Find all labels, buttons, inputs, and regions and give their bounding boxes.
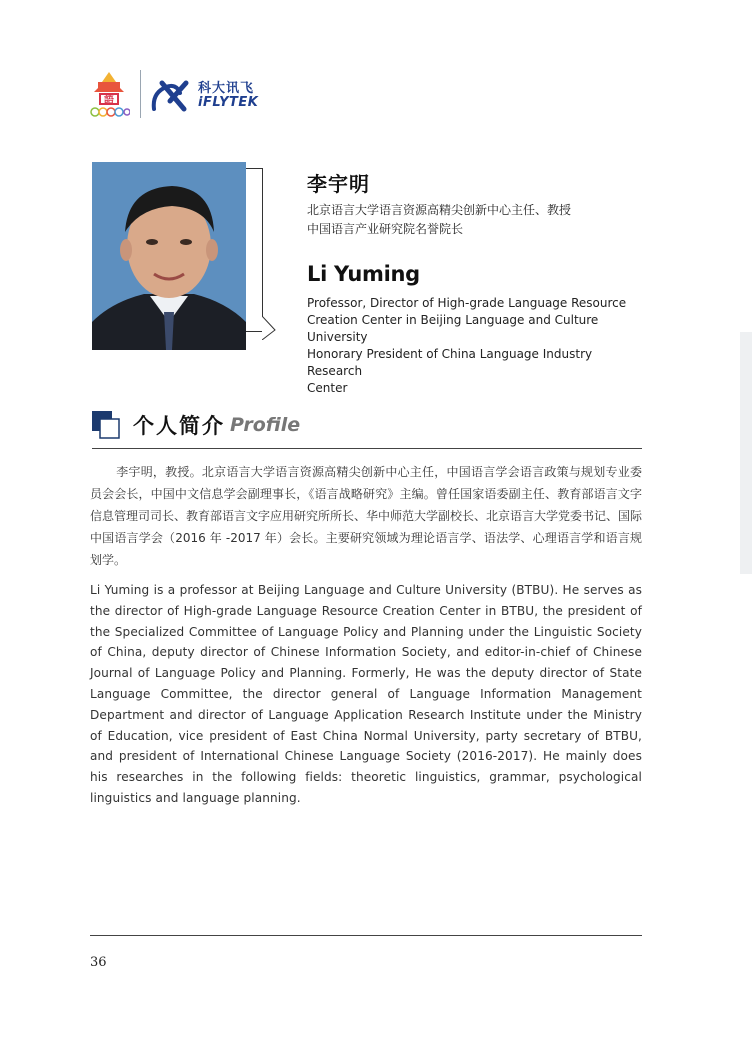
side-tab-strip [740,332,752,574]
section-title-en: Profile [230,414,301,436]
biography-cn [90,461,642,571]
brand-name-en: iFLYTEK [198,95,259,110]
person-name-cn: 李宇明 [307,172,370,196]
event-logo [88,70,130,118]
title-en-line: Creation Center in Beijing Language and Culture [307,313,599,327]
person-title-en [307,295,647,397]
logo-divider [140,70,141,118]
iflytek-mark-icon [150,79,192,113]
title-en-line: Honorary President of China Language Industry Research [307,347,593,378]
title-en-line: University [307,330,368,344]
biography-en: Li Yuming is a professor at Beijing Language and Culture University (BTBU). He serves as the director of High-grade Language Resource Creation Center in BTBU, the president of the Specialized Committee of Language Policy and Planning under the Linguistic Society of China, deputy director of Chinese Information Society, and editor-in-chief of Chinese Journal of Language Policy and Planning. Formerly, He was the deputy director of State Language Committee, the director general of Language Information Management Department and director of Language Application Research Institute under the Ministry of Education, vice president of East China Normal University, party secretary of BTBU, and president of International Chinese Language Society (2016-2017). He mainly does his researches in the following fields: theoretic linguistics, grammar, psychological linguistics and language planning. [90,583,642,805]
title-en-line: Center [307,381,348,395]
brand-name-cn: 科大讯飞 [198,81,255,96]
person-title-cn [307,201,571,239]
event-logo-icon [88,70,130,118]
section-square-icon [92,411,120,439]
page-number: 36 [90,955,107,970]
person-name-en: Li Yuming [307,262,420,286]
portrait-illustration [92,162,246,350]
photo-bracket [246,168,263,332]
portrait-photo [92,162,246,350]
title-en-line: Professor, Director of High-grade Language Resource [307,296,627,310]
svg-text:語: 語 [104,95,114,106]
footer-divider [90,935,642,936]
iflytek-logo [150,76,285,116]
biography-cn-text: 李宇明，教授。北京语言大学语言资源高精尖创新中心主任，中国语言学会语言政策与规划专业委员会会长，中国中文信息学会副理事长，《语言战略研究》主编。曾任国家语委副主任、教育部语言文字信息管理司司长、教育部语言文字应用研究所所长、华中师范大学副校长、北京语言大学党委书记、国际中国语言学会（2016 年 -2017 年）会长。主要研究领域为理论语言学、语法学、心理语言学和语言规划学。 [90,465,643,567]
title-cn-line: 北京语言大学语言资源高精尖创新中心主任、教授 [307,203,572,217]
title-cn-line: 中国语言产业研究院名誉院长 [307,222,464,236]
bracket-tail-icon [262,316,276,340]
section-title-cn: 个人简介 [133,413,225,438]
section-divider [92,448,642,449]
